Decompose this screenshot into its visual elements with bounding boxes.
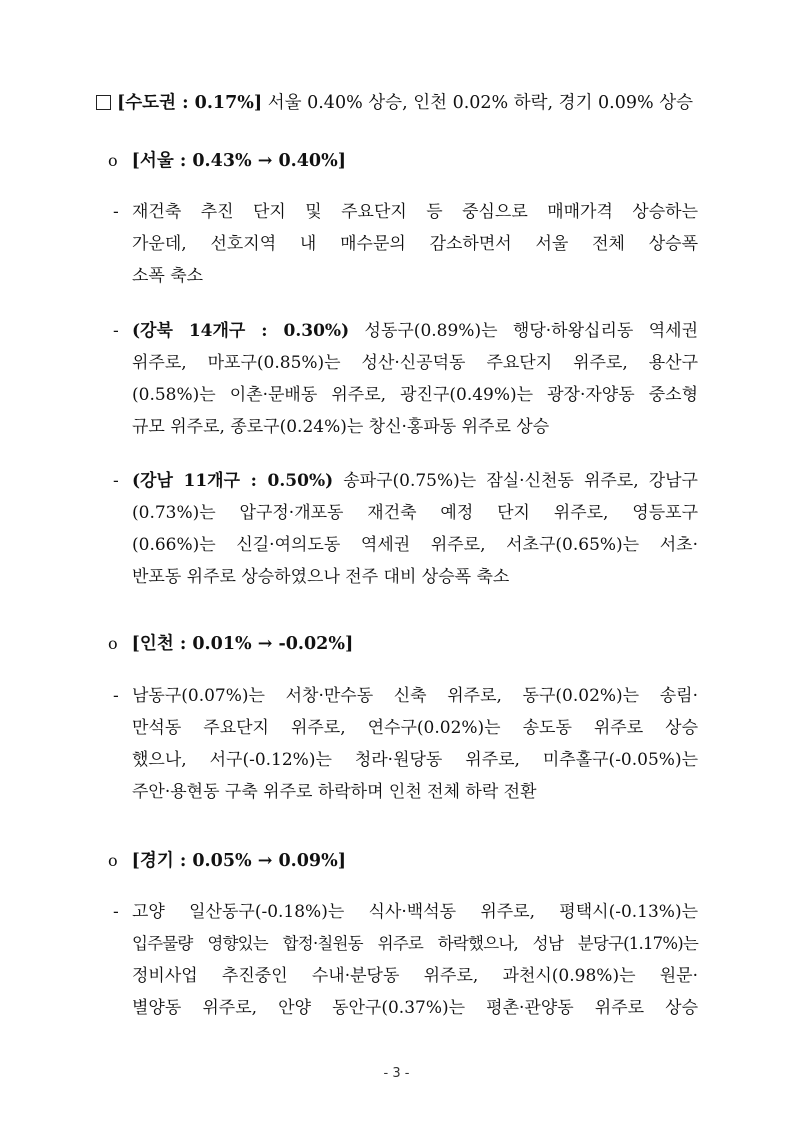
dash-marker: - (113, 321, 119, 341)
paragraph-line: 별양동 위주로, 안양 동안구(0.37%)는 평촌·관양동 위주로 상승 (132, 998, 698, 1018)
paragraph-line: 규모 위주로, 종로구(0.24%)는 창신·홍파동 위주로 상승 (132, 417, 550, 437)
section-heading-text: [경기 : 0.05% → 0.09%] (131, 851, 347, 871)
dash-marker: - (113, 686, 119, 706)
section-heading-seoul (108, 148, 346, 174)
paragraph-line: (0.66%)는 신길·여의도동 역세권 위주로, 서초구(0.65%)는 서초· (132, 535, 698, 555)
paragraph-line: 반포동 위주로 상승하였으나 전주 대비 상승폭 축소 (132, 567, 510, 587)
paragraph-line: 주안·용현동 구축 위주로 하락하며 인천 전체 하락 전환 (132, 782, 537, 802)
paragraph-line: 위주로, 마포구(0.85%)는 성산·신공덕동 주요단지 위주로, 용산구 (132, 353, 698, 373)
bullet-circle-icon: ο (108, 151, 118, 170)
paragraph-line: 재건축 추진 단지 및 주요단지 등 중심으로 매매가격 상승하는 (132, 202, 698, 222)
paragraph-line: 고양 일산동구(-0.18%)는 식사·백석동 위주로, 평택시(-0.13%)는 (132, 902, 698, 922)
paragraph-line: 정비사업 추진중인 수내·분당동 위주로, 과천시(0.98%)는 원문· (132, 966, 698, 986)
subregion-label: (강북 14개구 : 0.30%) (132, 321, 350, 341)
paragraph-line: (0.58%)는 이촌·문배동 위주로, 광진구(0.49%)는 광장·자양동 중소형 (132, 385, 698, 405)
section-heading-text: [인천 : 0.01% → -0.02%] (131, 634, 354, 654)
dash-marker: - (113, 471, 119, 491)
section-heading-incheon (108, 631, 353, 657)
paragraph-line: 가운데, 선호지역 내 매수문의 감소하면서 서울 전체 상승폭 (132, 234, 698, 254)
paragraph-line (132, 318, 698, 344)
section-heading-gyeonggi (108, 848, 346, 874)
paragraph-line: 남동구(0.07%)는 서창·만수동 신축 위주로, 동구(0.02%)는 송림· (132, 686, 698, 706)
paragraph-line: 소폭 축소 (132, 266, 204, 286)
paragraph-text: 송파구(0.75%)는 잠실·신천동 위주로, 강남구 (333, 471, 698, 491)
bullet-circle-icon: ο (108, 634, 118, 653)
dash-marker: - (113, 902, 119, 922)
paragraph-line: (0.73%)는 압구정·개포동 재건축 예정 단지 위주로, 영등포구 (132, 503, 698, 523)
section-heading-text: [서울 : 0.43% → 0.40%] (131, 151, 347, 171)
paragraph-line: 만석동 주요단지 위주로, 연수구(0.02%)는 송도동 위주로 상승 (132, 718, 698, 738)
checkbox-icon (96, 95, 111, 110)
paragraph-line: 했으나, 서구(-0.12%)는 청라·원당동 위주로, 미추홀구(-0.05%)는 (132, 750, 698, 770)
page-number: - 3 - (383, 1066, 410, 1081)
paragraph-line (132, 468, 698, 494)
main-heading-summary: 서울 0.40% 상승, 인천 0.02% 하락, 경기 0.09% 상승 (262, 93, 694, 113)
main-heading-title: [수도권 : 0.17%] (117, 93, 263, 113)
paragraph-line: 입주물량 영향있는 합정·칠원동 위주로 하락했으나, 성남 분당구(1.17%)는 (132, 934, 698, 953)
main-heading (96, 90, 693, 116)
bullet-circle-icon: ο (108, 851, 118, 870)
paragraph-text: 성동구(0.89%)는 행당·하왕십리동 역세권 (349, 321, 698, 341)
subregion-label: (강남 11개구 : 0.50%) (132, 471, 334, 491)
dash-marker: - (113, 202, 119, 222)
